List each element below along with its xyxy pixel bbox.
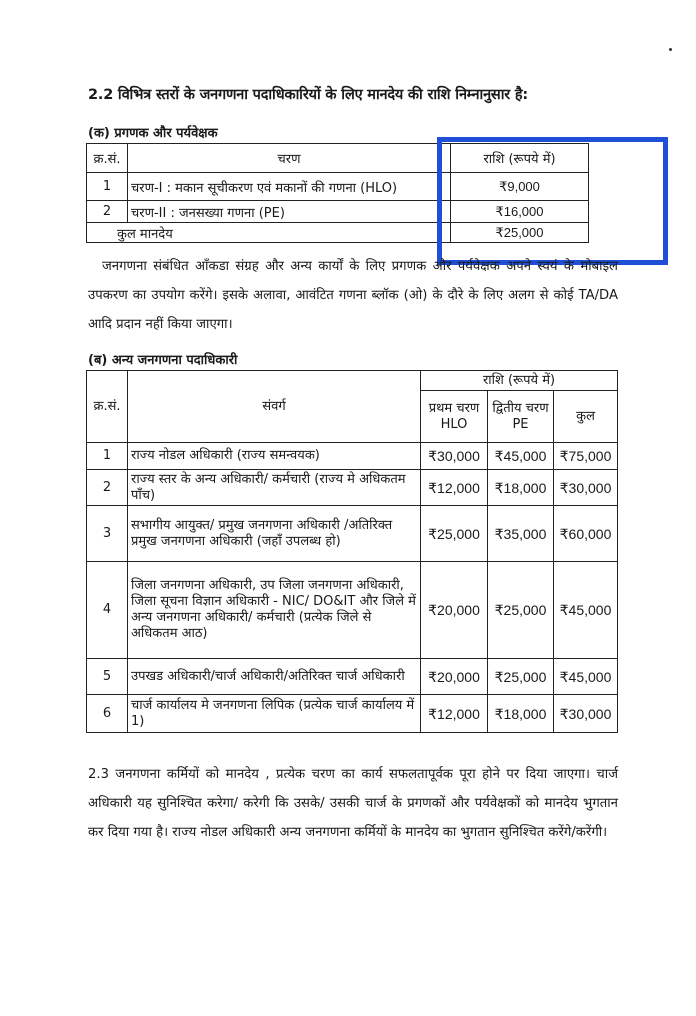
- row-amount: ₹9,000: [451, 173, 589, 201]
- header-amount-group: राशि (रूपये में): [421, 371, 618, 391]
- row-first: ₹20,000: [421, 659, 488, 695]
- row-second: ₹25,000: [488, 659, 554, 695]
- row-total: ₹45,000: [554, 562, 618, 659]
- row-sno: 4: [87, 562, 128, 659]
- header-sno: क्र.सं.: [87, 371, 128, 443]
- header-second-stage: द्वितीय चरण PE: [488, 391, 554, 443]
- row-first: ₹12,000: [421, 695, 488, 733]
- row-first: ₹25,000: [421, 506, 488, 562]
- row-second: ₹45,000: [488, 443, 554, 470]
- header-stage: चरण: [128, 144, 451, 173]
- row-first: ₹20,000: [421, 562, 488, 659]
- row-second: ₹35,000: [488, 506, 554, 562]
- row-sno: 2: [87, 201, 128, 223]
- other-officials-table: [86, 370, 618, 733]
- table-row: [87, 443, 618, 470]
- table-header-row: [87, 371, 618, 391]
- scan-speck: [669, 48, 672, 51]
- part-b-label: (ब) अन्य जनगणना पदाधिकारी: [88, 353, 238, 368]
- row-cadre: राज्य स्तर के अन्य अधिकारी/ कर्मचारी (राज्य मे अधिकतम पाँच): [128, 470, 421, 506]
- row-cadre: सभागीय आयुक्त/ प्रमुख जनगणना अधिकारी /अतिरिक्त प्रमुख जनगणना अधिकारी (जहाँ उपलब्ध हो): [128, 506, 421, 562]
- row-first: ₹30,000: [421, 443, 488, 470]
- table-row: [87, 562, 618, 659]
- table-row: [87, 659, 618, 695]
- row-stage: चरण-I : मकान सूचीकरण एवं मकानों की गणना (HLO): [128, 173, 451, 201]
- row-total: ₹60,000: [554, 506, 618, 562]
- header-first-stage: प्रथम चरण HLO: [421, 391, 488, 443]
- part-a-note: [88, 252, 618, 339]
- part-a-label: (क) प्रगणक और पर्यवेक्षक: [88, 126, 218, 141]
- row-cadre: चार्ज कार्यालय मे जनगणना लिपिक (प्रत्येक चार्ज कार्यालय में 1): [128, 695, 421, 733]
- enumerator-supervisor-table: [86, 143, 589, 243]
- row-sno: 5: [87, 659, 128, 695]
- table-header-row: [87, 144, 589, 173]
- section-2-2-heading: 2.2 विभित्र स्तरों के जनगणना पदाधिकारियों के लिए मानदेय की राशि निम्नानुसार है:: [88, 87, 528, 103]
- header-cadre: संवर्ग: [128, 371, 421, 443]
- part-a-note-text: जनगणना संबंधित आँकडा संग्रह और अन्य कार्यों के लिए प्रगणक और पर्यवेक्षक अपने स्वयं के मोबाइल उपकरण का उपयोग करेंगे। इसके अलावा, आवंटित गणना ब्लॉक (ओ) के दौरे के लिए अलग से कोई TA/DA आदि प्रदान नहीं किया जाएगा।: [88, 259, 618, 332]
- row-second: ₹18,000: [488, 695, 554, 733]
- row-second: ₹25,000: [488, 562, 554, 659]
- row-cadre: उपखड अधिकारी/चार्ज अधिकारी/अतिरिक्त चार्ज अधिकारी: [128, 659, 421, 695]
- header-total: कुल: [554, 391, 618, 443]
- row-sno: 6: [87, 695, 128, 733]
- table-row: [87, 470, 618, 506]
- row-sno: 3: [87, 506, 128, 562]
- row-total: ₹45,000: [554, 659, 618, 695]
- row-second: ₹18,000: [488, 470, 554, 506]
- row-cadre: जिला जनगणना अधिकारी, उप जिला जनगणना अधिकारी, जिला सूचना विज्ञान अधिकारी - NIC/ DO&IT और जिले में अन्य जनगणना अधिकारी/ कर्मचारी (प्रत्येक जिले से अधिकतम आठ): [128, 562, 421, 659]
- row-total: ₹30,000: [554, 470, 618, 506]
- section-2-3-paragraph: 2.3 जनगणना कर्मियों को मानदेय , प्रत्येक चरण का कार्य सफलतापूर्वक पूरा होने पर दिया जाएगा। चार्ज अधिकारी यह सुनिश्चित करेगा/ करेगी कि उसके/ उसकी चार्ज के प्रगणकों और पर्यवेक्षकों को मानदेय भुगतान कर दिया गया है। राज्य नोडल अधिकारी अन्य जनगणना कर्मियों के मानदेय का भुगतान सुनिश्चित करेंगे/करेंगी।: [88, 767, 618, 840]
- table-row: [87, 695, 618, 733]
- row-total: ₹75,000: [554, 443, 618, 470]
- table-row: [87, 506, 618, 562]
- header-amount: राशि (रूपये में): [451, 144, 589, 173]
- row-total: ₹30,000: [554, 695, 618, 733]
- row-sno: 2: [87, 470, 128, 506]
- table-row: [87, 201, 589, 223]
- table-total-row: [87, 223, 589, 243]
- header-sno: क्र.सं.: [87, 144, 128, 173]
- row-sno: 1: [87, 443, 128, 470]
- row-sno: 1: [87, 173, 128, 201]
- table-row: [87, 173, 589, 201]
- row-first: ₹12,000: [421, 470, 488, 506]
- total-label: कुल मानदेय: [87, 223, 451, 243]
- row-amount: ₹16,000: [451, 201, 589, 223]
- row-stage: चरण-II : जनसख्या गणना (PE): [128, 201, 451, 223]
- total-amount: ₹25,000: [451, 223, 589, 243]
- row-cadre: राज्य नोडल अधिकारी (राज्य समन्वयक): [128, 443, 421, 470]
